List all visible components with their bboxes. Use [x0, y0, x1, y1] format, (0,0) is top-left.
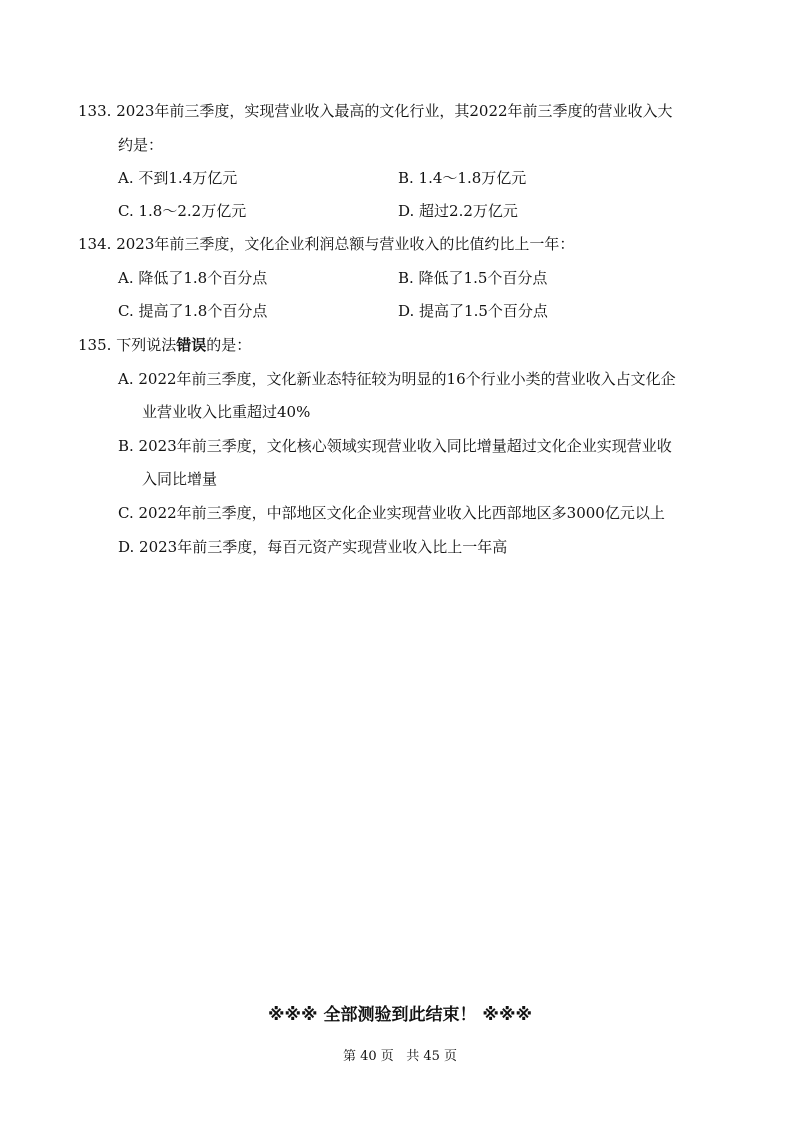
end-of-test-banner: ※※※ 全部测验到此结束！ ※※※ — [268, 1005, 532, 1025]
question-133-stem-continued: 约是： — [118, 136, 164, 154]
total-pages: 共 45 页 — [406, 1049, 458, 1064]
question-135-option-c: C. 2022年前三季度，中部地区文化企业实现营业收入比西部地区多3000亿元以上 — [118, 504, 665, 522]
question-133-option-a: A. 不到1.4万亿元 — [118, 169, 238, 187]
question-133-stem — [78, 101, 673, 121]
question-135-stem — [78, 335, 251, 355]
question-134-option-b: B. 降低了1.5个百分点 — [398, 269, 548, 287]
question-text-emphasis: 错误 — [176, 336, 207, 354]
question-134-stem — [78, 234, 574, 254]
question-number: 135. — [78, 336, 112, 354]
question-133-option-c: C. 1.8～2.2万亿元 — [118, 202, 247, 220]
question-133-option-b: B. 1.4～1.8万亿元 — [398, 169, 527, 187]
page-footer — [0, 1048, 800, 1066]
question-text: 2023年前三季度，文化企业利润总额与营业收入的比值约比上一年： — [116, 235, 575, 253]
question-number: 134. — [78, 235, 112, 253]
question-number: 133. — [78, 102, 112, 120]
question-text-after: 的是： — [206, 336, 252, 354]
question-135-option-d: D. 2023年前三季度，每百元资产实现营业收入比上一年高 — [118, 538, 508, 556]
question-135-option-b-continued: 入同比增量 — [142, 470, 218, 488]
question-text-before: 下列说法 — [116, 336, 177, 354]
question-135-option-a: A. 2022年前三季度，文化新业态特征较为明显的16个行业小类的营业收入占文化企 — [118, 370, 676, 388]
question-134-option-d: D. 提高了1.5个百分点 — [398, 302, 548, 320]
question-134-option-c: C. 提高了1.8个百分点 — [118, 302, 268, 320]
question-133-option-d: D. 超过2.2万亿元 — [398, 202, 518, 220]
question-text: 2023年前三季度，实现营业收入最高的文化行业，其2022年前三季度的营业收入大 — [116, 102, 673, 120]
question-135-option-a-continued: 业营业收入比重超过40% — [142, 403, 311, 421]
question-135-option-b: B. 2023年前三季度，文化核心领域实现营业收入同比增量超过文化企业实现营业收 — [118, 437, 672, 455]
page-number: 第 40 页 — [342, 1049, 394, 1064]
question-134-option-a: A. 降低了1.8个百分点 — [118, 269, 268, 287]
